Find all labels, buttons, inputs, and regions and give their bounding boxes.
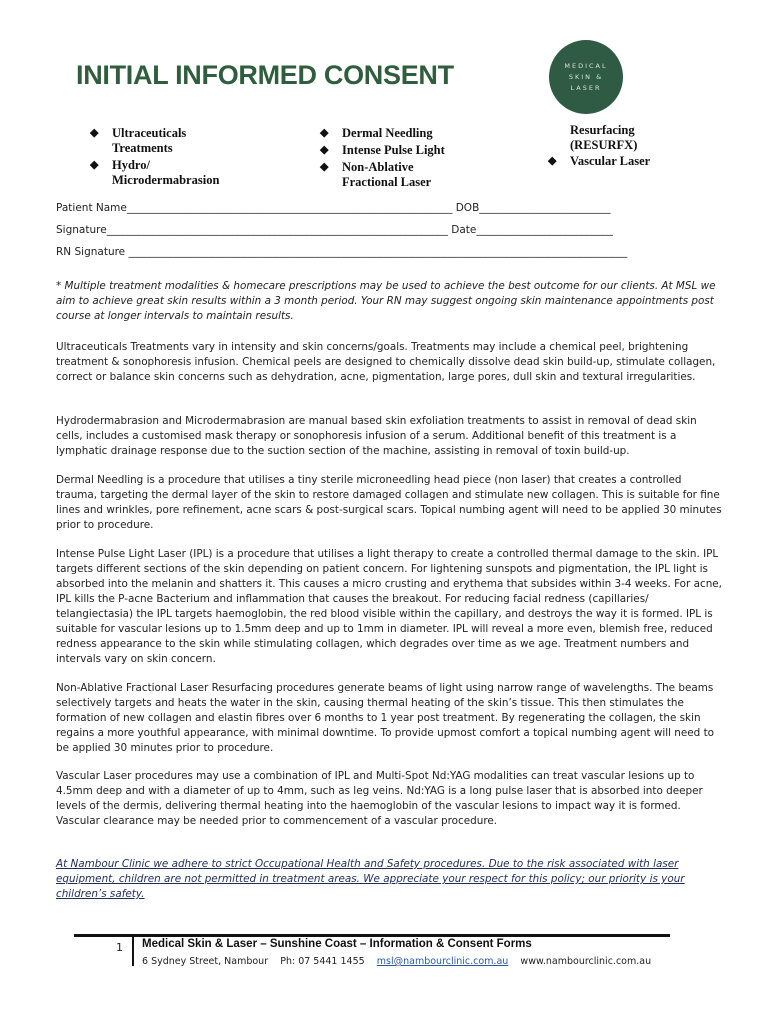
footer-title: Medical Skin & Laser – Sunshine Coast – Information & Consent Forms: [142, 938, 532, 950]
safety-notice: At Nambour Clinic we adhere to strict Occupational Health and Safety procedures. Due to the risk associated with laser equipment, children are not permitted in treatment areas. We appreciate your respect for this policy; our priority is your children’s safety.: [56, 858, 685, 900]
services-column-1: [90, 126, 240, 190]
logo-line-2: SKIN &: [568, 73, 604, 81]
footer-email-link[interactable]: msl@nambourclinic.com.au: [376, 956, 509, 967]
footer-address: 6 Sydney Street, Nambour: [142, 956, 269, 967]
diamond-bullet-icon: ◆: [90, 127, 99, 139]
service-item: [320, 126, 460, 141]
footer-vertical-divider: [132, 936, 134, 966]
service-label: Ultraceuticals Treatments: [112, 126, 187, 155]
patient-name-dob-field[interactable]: Patient Name______________________________________________________________ DOB_________________________: [56, 202, 611, 214]
footer-phone: Ph: 07 5441 1455: [280, 956, 365, 967]
service-continuation: Resurfacing (RESURFX): [570, 123, 638, 152]
rn-signature-field[interactable]: RN Signature _______________________________________________________________________________________________: [56, 246, 628, 258]
logo-line-1: MEDICAL: [564, 62, 608, 70]
page-number: 1: [116, 941, 123, 954]
service-label: Intense Pulse Light: [342, 143, 445, 157]
services-column-2: [320, 126, 460, 192]
service-label: Vascular Laser: [570, 154, 651, 168]
service-item: [320, 160, 460, 190]
services-column-3: [548, 154, 688, 171]
diamond-bullet-icon: ◆: [90, 159, 99, 171]
paragraph-ultraceuticals: Ultraceuticals Treatments vary in intensity and skin concerns/goals. Treatments may include a chemical peel, brightening treatment & sonophoresis infusion. Chemical peels are designed to chemically dissolve dead skin build-up, stimulate collagen, correct or balance skin concerns such as dehydration, acne, pigmentation, large pores, dull skin and textural irregularities.: [56, 341, 716, 383]
paragraph-dermal-needling: Dermal Needling is a procedure that utilises a tiny sterile microneedling head piece (non laser) that creates a controlled trauma, targeting the dermal layer of the skin to restore damaged collagen and stimulate new collagen. This is suitable for fine lines and wrinkles, pore refinement, acne scars & post-surgical scars. Topical numbing agent will need to be applied 30 minutes prior to procedure.: [56, 474, 722, 531]
diamond-bullet-icon: ◆: [320, 144, 329, 156]
service-item: [548, 154, 688, 169]
paragraph-vascular-laser: Vascular Laser procedures may use a combination of IPL and Multi-Spot Nd:YAG modalities can treat vascular lesions up to 4.5mm deep and with a diameter of up to 4mm, such as leg veins. Nd:YAG is a long pulse laser that is absorbed into deeper levels of the dermis, delivering thermal heating into the haemoglobin of the vascular lesions to impact way it is formed. Vascular clearance may be needed prior to commencement of a vascular procedure.: [56, 770, 703, 827]
diamond-bullet-icon: ◆: [320, 127, 329, 139]
intro-note: * Multiple treatment modalities & homecare prescriptions may be used to achieve the best outcome for our clients. At MSL we aim to achieve great skin results within a 3 month period. Your RN may suggest ongoing skin maintenance appointments post course at longer intervals to maintain results.: [56, 280, 716, 322]
service-label: Dermal Needling: [342, 126, 433, 140]
paragraph-ipl: Intense Pulse Light Laser (IPL) is a procedure that utilises a light therapy to create a controlled thermal damage to the skin. IPL targets different sections of the skin depending on patient concern. For lightening sunspots and pigmentation, the IPL light is absorbed into the melanin and shatters it. This causes a micro crusting and erythema that subsides within 3-4 weeks. For acne, IPL kills the P-acne Bacterium and inflammation that causes the breakout. For reducing facial redness (capillaries/ telangiectasia) the IPL targets haemoglobin, the red blood visible within the capillary, and destroys the way it is formed. IPL is suitable for vascular lesions up to 1.5mm deep and up to 1mm in diameter. IPL will reveal a more even, blemish free, reduced redness appearance to the skin while stimulating collagen, which degrades over time as we age. Treatment numbers and intervals vary on skin concern.: [56, 548, 722, 665]
footer-divider: [74, 934, 670, 937]
signature-date-field[interactable]: Signature_________________________________________________________________ Date__________________________: [56, 224, 613, 236]
service-label: Non-Ablative Fractional Laser: [342, 160, 432, 189]
service-item: [320, 143, 460, 158]
service-label: Hydro/ Microdermabrasion: [112, 158, 220, 187]
diamond-bullet-icon: ◆: [548, 155, 557, 167]
logo-line-3: LASER: [570, 84, 602, 92]
paragraph-hydrodermabrasion: Hydrodermabrasion and Microdermabrasion are manual based skin exfoliation treatments to assist in removal of dead skin cells, includes a customised mask therapy or sonophoresis infusion of a serum. Additional benefit of this treatment is a lymphatic drainage response due to the suction section of the machine, assisting in removal of toxin build-up.: [56, 415, 697, 457]
page-title: INITIAL INFORMED CONSENT: [76, 60, 454, 90]
footer-website[interactable]: www.nambourclinic.com.au: [520, 956, 652, 967]
diamond-bullet-icon: ◆: [320, 161, 329, 173]
paragraph-fractional-laser: Non-Ablative Fractional Laser Resurfacing procedures generate beams of light using narrow range of wavelengths. The beams selectively targets and heats the water in the skin, causing thermal heating of the skin’s tissue. This then stimulates the formation of new collagen and elastin fibres over 6 months to 1 year post treatment. By regenerating the collagen, the skin regains a more youthful appearance, with minimal downtime. To provide upmost comfort a topical numbing agent will need to be applied 30 minutes prior to procedure.: [56, 682, 715, 754]
service-item: [90, 158, 240, 188]
clinic-logo: [549, 40, 623, 114]
service-item: [90, 126, 240, 156]
footer-contact: [142, 956, 651, 967]
